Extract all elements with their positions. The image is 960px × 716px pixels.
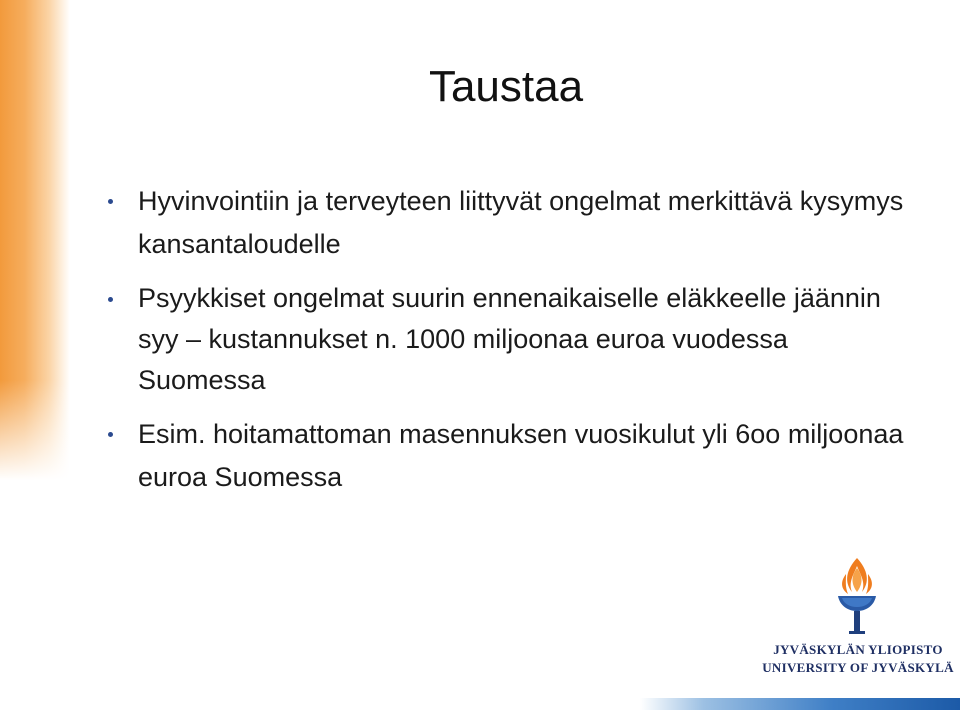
bullet-item — [108, 180, 908, 266]
decorative-bottom-bar — [640, 698, 960, 710]
bullet-list — [108, 180, 908, 511]
slide-title: Taustaa — [428, 62, 584, 111]
bullet-item — [108, 413, 908, 499]
bullet-text: Hyvinvointiin ja terveyteen liittyvät ongelmat merkittävä kysymys kansantaloudelle — [138, 186, 904, 259]
torch-emblem-icon — [832, 556, 882, 636]
logo-name-finnish: JYVÄSKYLÄN YLIOPISTO — [773, 642, 943, 657]
decorative-left-stripe-fade — [0, 380, 70, 480]
bullet-text: Esim. hoitamattoman masennuksen vuosikulut yli 6oo miljoonaa euroa Suomessa — [138, 419, 904, 492]
bullet-dot-icon — [108, 199, 113, 204]
bullet-dot-icon — [108, 432, 113, 437]
bullet-item — [108, 278, 908, 401]
logo-name-english: UNIVERSITY OF JYVÄSKYLÄ — [762, 660, 954, 675]
bullet-text: Psyykkiset ongelmat suurin ennenaikaiselle eläkkeelle jäännin syy – kustannukset n. 1000 miljoonaa euroa vuodessa Suomessa — [138, 283, 881, 395]
university-logo — [760, 556, 956, 686]
bullet-dot-icon — [108, 297, 113, 302]
